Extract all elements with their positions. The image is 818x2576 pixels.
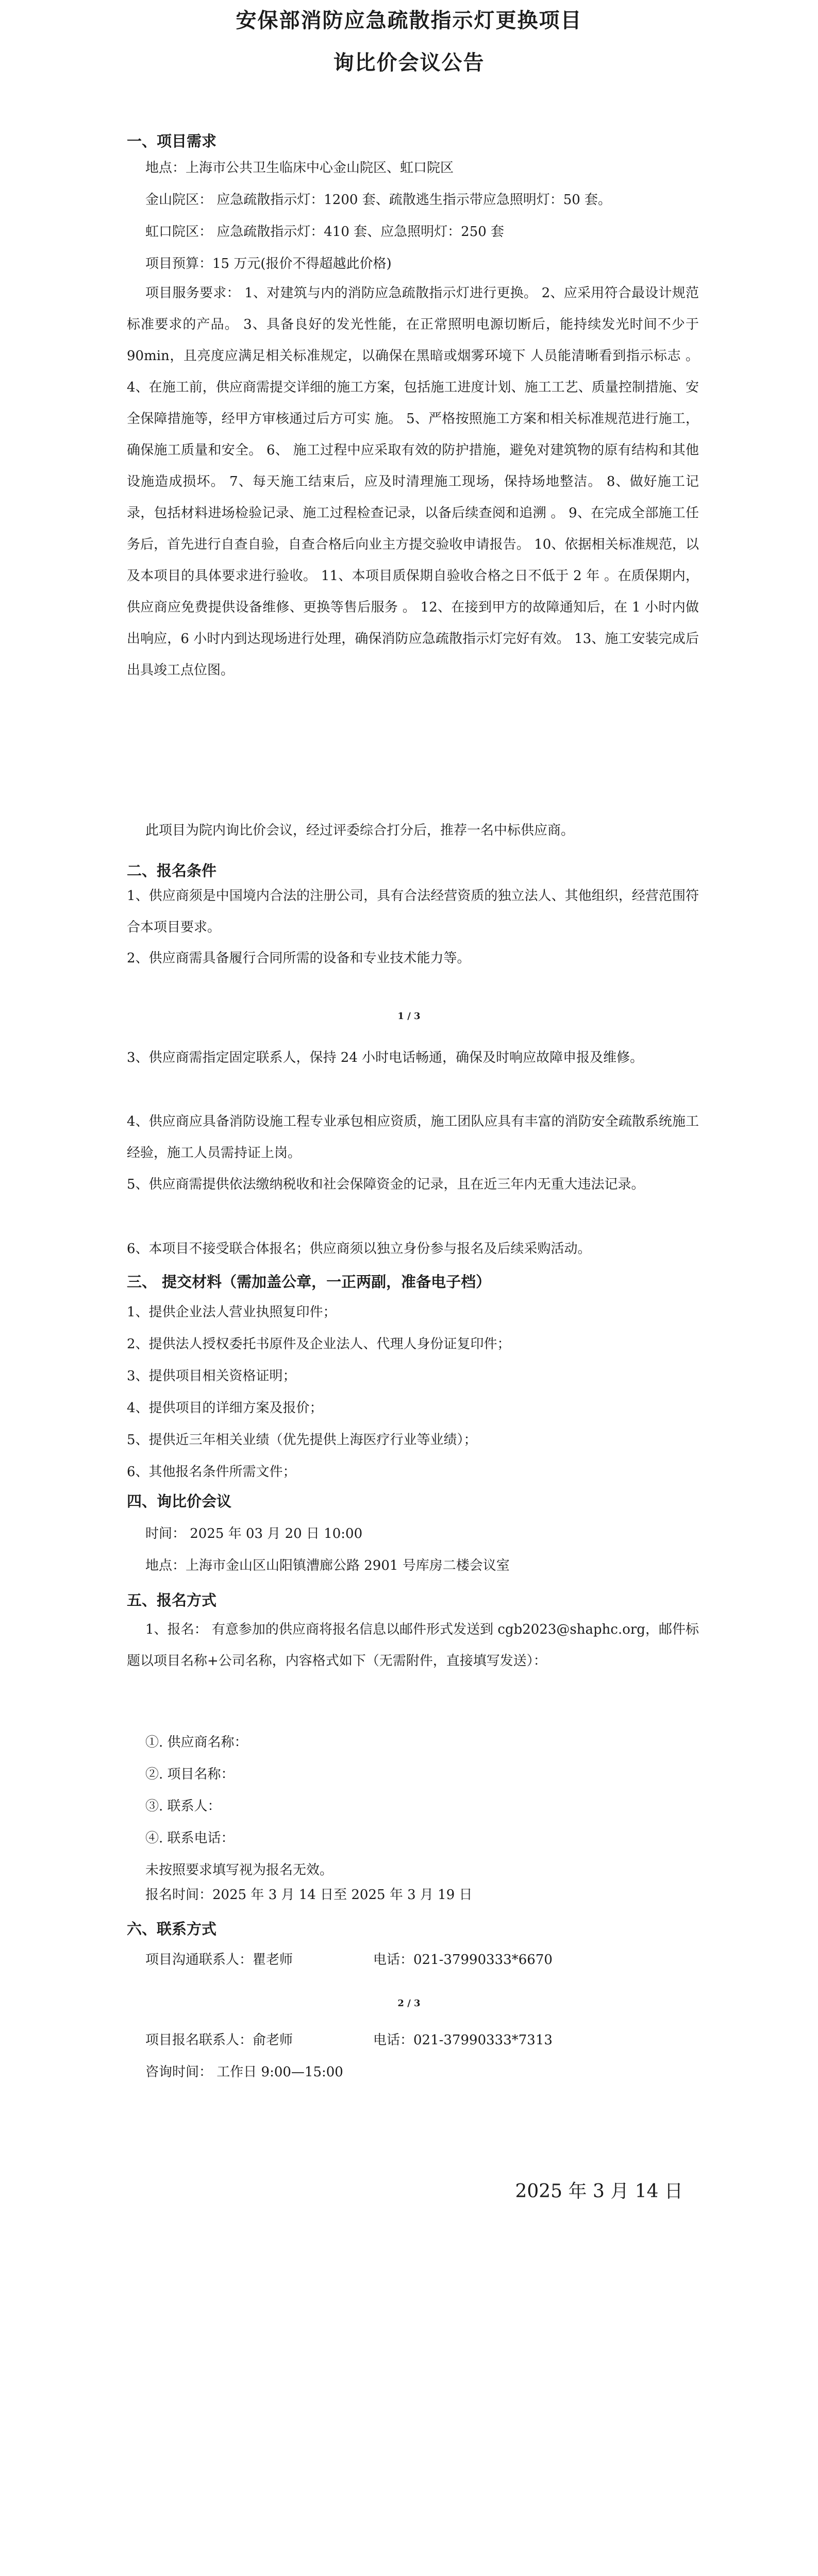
section-heading-contacts: 六、联系方式 xyxy=(127,1920,217,1938)
contact-registration-name: 项目报名联系人：俞老师 xyxy=(145,2032,293,2048)
registration-instructions: 1、报名： 有意参加的供应商将报名信息以邮件形式发送到 cgb2023@shaphc.org，邮件标题以项目名称+公司名称，内容格式如下（无需附件，直接填写发送）： xyxy=(127,1622,699,1669)
section-heading-requirements: 一、项目需求 xyxy=(127,132,217,150)
project-location: 地点：上海市公共卫生临床中心金山院区、虹口院区 xyxy=(145,160,454,176)
material-item-2: 2、提供法人授权委托书原件及企业法人、代理人身份证复印件； xyxy=(127,1336,511,1352)
material-item-3: 3、提供项目相关资格证明； xyxy=(127,1368,296,1384)
material-item-6: 6、其他报名条件所需文件； xyxy=(127,1464,296,1480)
contact-registration-phone: 电话：021-37990333*7313 xyxy=(373,2032,553,2048)
material-item-1: 1、提供企业法人营业执照复印件； xyxy=(127,1304,337,1320)
section-heading-eligibility: 二、报名条件 xyxy=(127,862,217,879)
page-number: 1 / 3 xyxy=(397,1011,421,1022)
eligibility-item-3: 3、供应商需指定固定联系人，保持 24 小时电话畅通，确保及时响应故障申报及维修。 xyxy=(127,1050,644,1065)
hongkou-campus-items: 虹口院区： 应急疏散指示灯：410 套、应急照明灯：250 套 xyxy=(145,224,505,240)
page-number: 2 / 3 xyxy=(397,1998,421,2009)
project-budget: 项目预算：15 万元(报价不得超越此价格) xyxy=(145,256,392,272)
form-field-supplier-name: ①. 供应商名称： xyxy=(145,1735,248,1750)
document-subtitle: 询比价会议公告 xyxy=(333,50,485,75)
contact-communication-name: 项目沟通联系人：瞿老师 xyxy=(145,1952,293,1968)
service-requirements: 项目服务要求： 1、对建筑与内的消防应急疏散指示灯进行更换。 2、应采用符合最设计规范标准要求的产品。 3、具备良好的发光性能，在正常照明电源切断后，能持续发光时间不少于 90min，且亮度应满足相关标准规定，以确保在黑暗或烟雾环境下 人员能清晰看到指示标志 。 4、在施工前，供应商需提交详细的施工方案，包括施工进度计划、施工工艺、质量控制措施、安全保障措施等，经甲方审核通过后方可实 施。 5、严格按照施工方案和相关标准规范进行施工，确保施工质量和安全。 6、 施工过程中应采取有效的防护措施，避免对建筑物的原有结构和其他设施造成损坏。 7、每天施工结束后，应及时清理施工现场，保持场地整洁。 8、做好施工记录，包括材料进场检验记录、施工过程检查记录，以备后续查阅和追溯 。 9、在完成全部施工任务后，首先进行自查自验，自查合格后向业主方提交验收申请报告。 10、依据相关标准规范，以及本项目的具体要求进行验收。 11、本项目质保期自验收合格之日不低于 2 年 。在质保期内，供应商应免费提供设备维修、更换等售后服务 。 12、在接到甲方的故障通知后，在 1 小时内做出响应，6 小时内到达现场进行处理，确保消防应急疏散指示灯完好有效。 13、施工安装完成后出具竣工点位图。 xyxy=(127,285,699,678)
consultation-hours: 咨询时间： 工作日 9:00—15:00 xyxy=(145,2064,343,2080)
jinshan-campus-items: 金山院区： 应急疏散指示灯：1200 套、疏散逃生指示带应急照明灯：50 套。 xyxy=(145,192,612,208)
registration-period: 报名时间：2025 年 3 月 14 日至 2025 年 3 月 19 日 xyxy=(145,1887,473,1903)
eligibility-item-1: 1、供应商须是中国境内合法的注册公司，具有合法经营资质的独立法人、其他组织，经营范围符合本项目要求。 xyxy=(127,888,699,935)
eligibility-item-4: 4、供应商应具备消防设施工程专业承包相应资质，施工团队应具有丰富的消防安全疏散系统施工经验，施工人员需持证上岗。 xyxy=(127,1114,699,1161)
meeting-time: 时间： 2025 年 03 月 20 日 10:00 xyxy=(145,1526,363,1541)
selection-method-note: 此项目为院内询比价会议，经过评委综合打分后，推荐一名中标供应商。 xyxy=(145,823,575,838)
contact-communication-phone: 电话：021-37990333*6670 xyxy=(373,1952,553,1968)
invalid-registration-note: 未按照要求填写视为报名无效。 xyxy=(145,1862,333,1878)
form-field-project-name: ②. 项目名称： xyxy=(145,1767,235,1782)
material-item-4: 4、提供项目的详细方案及报价； xyxy=(127,1400,323,1416)
announcement-date: 2025 年 3 月 14 日 xyxy=(515,2181,683,2202)
form-field-contact-phone: ④. 联系电话： xyxy=(145,1831,235,1846)
document-title: 安保部消防应急疏散指示灯更换项目 xyxy=(236,8,582,32)
section-heading-meeting: 四、询比价会议 xyxy=(127,1493,232,1510)
eligibility-item-2: 2、供应商需具备履行合同所需的设备和专业技术能力等。 xyxy=(127,951,471,966)
section-heading-materials: 三、 提交材料（需加盖公章，一正两副，准备电子档） xyxy=(127,1273,491,1291)
eligibility-item-6: 6、本项目不接受联合体报名；供应商须以独立身份参与报名及后续采购活动。 xyxy=(127,1241,591,1257)
section-heading-registration: 五、报名方式 xyxy=(127,1591,217,1609)
meeting-place: 地点：上海市金山区山阳镇漕廊公路 2901 号库房二楼会议室 xyxy=(145,1558,510,1573)
material-item-5: 5、提供近三年相关业绩（优先提供上海医疗行业等业绩）； xyxy=(127,1432,477,1448)
eligibility-item-5: 5、供应商需提供依法缴纳税收和社会保障资金的记录，且在近三年内无重大违法记录。 xyxy=(127,1177,645,1192)
form-field-contact-person: ③. 联系人： xyxy=(145,1799,221,1814)
